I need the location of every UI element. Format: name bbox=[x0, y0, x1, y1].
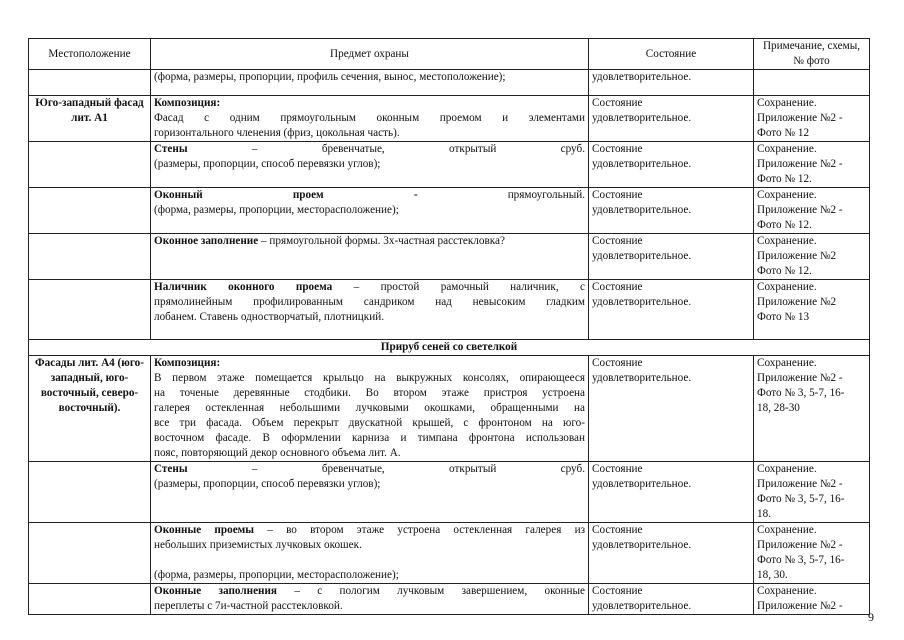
subject-heading: Композиция: bbox=[154, 97, 221, 109]
location-cell bbox=[29, 188, 151, 234]
table-row bbox=[29, 142, 870, 188]
note-line: Сохранение. bbox=[757, 281, 817, 293]
subject-line: на точеные деревянные стодбики. Во втором этаже пристроя устроена bbox=[154, 387, 585, 399]
state-line: удовлетворительное. bbox=[592, 600, 692, 612]
table-row bbox=[29, 523, 870, 584]
state-line: удовлетворительное. bbox=[592, 250, 692, 262]
subject-line bbox=[154, 553, 585, 568]
location-cell bbox=[29, 523, 151, 584]
location-cell bbox=[29, 234, 151, 280]
note-line: Сохранение. bbox=[757, 585, 817, 597]
note-cell bbox=[754, 280, 870, 340]
subject-cell bbox=[151, 584, 589, 615]
location-cell bbox=[29, 280, 151, 340]
subject-line: небольших приземистых лучковых окошек. bbox=[154, 539, 362, 551]
protection-table bbox=[28, 38, 870, 615]
note-line: Сохранение. bbox=[757, 235, 817, 247]
state-line: Состояние bbox=[592, 357, 643, 369]
subject-cell bbox=[151, 280, 589, 340]
subject-line: переплеты с 7и-частной расстекловкой. bbox=[154, 600, 343, 612]
subject-text: – бревенчатые, открытый сруб. bbox=[187, 463, 585, 475]
subject-heading: Оконные проемы bbox=[154, 524, 255, 536]
state-cell bbox=[589, 584, 754, 615]
subject-line: пояс, повторяющий декор основного объема лит. А. bbox=[154, 447, 401, 459]
subject-line: восточном фасаде. В оформлении карниза и тимпана фронтона использован bbox=[154, 432, 585, 444]
subject-line: Фасад с одним прямоугольным оконным проемом и элементами bbox=[154, 112, 585, 124]
note-line: 18, 30. bbox=[757, 569, 788, 581]
section-title: Прируб сеней со светелкой bbox=[29, 340, 870, 356]
subject-line: (размеры, пропорции, способ перевязки углов); bbox=[154, 158, 381, 170]
state-cell bbox=[589, 96, 754, 142]
note-cell bbox=[754, 96, 870, 142]
note-line: Приложение №2 - bbox=[757, 600, 843, 612]
table-row bbox=[29, 188, 870, 234]
note-line: Сохранение. bbox=[757, 97, 817, 109]
location-cell bbox=[29, 462, 151, 523]
note-line: Приложение №2 - bbox=[757, 158, 843, 170]
state-line: Состояние bbox=[592, 463, 643, 475]
table-row bbox=[29, 584, 870, 615]
table-row bbox=[29, 70, 870, 96]
note-cell bbox=[754, 188, 870, 234]
note-line: Фото № 13 bbox=[757, 311, 810, 323]
subject-cell bbox=[151, 234, 589, 280]
location-cell bbox=[29, 70, 151, 96]
note-line: Приложение №2 - bbox=[757, 112, 843, 124]
header-row bbox=[29, 39, 870, 70]
subject-text: прямоугольный. bbox=[417, 189, 585, 201]
note-line: Приложение №2 - bbox=[757, 204, 843, 216]
note-line: Приложение №2 - bbox=[757, 372, 843, 384]
note-cell bbox=[754, 70, 870, 96]
subject-cell bbox=[151, 188, 589, 234]
note-cell bbox=[754, 356, 870, 462]
subject-text: – во втором этаже устроена остекленная галерея из bbox=[254, 524, 585, 536]
table-row bbox=[29, 462, 870, 523]
state-cell bbox=[589, 142, 754, 188]
state-line: удовлетворительное. bbox=[592, 296, 692, 308]
state-line: Состояние bbox=[592, 281, 643, 293]
subject-heading: Композиция: bbox=[154, 357, 221, 369]
subject-heading: Стены bbox=[154, 463, 188, 475]
table-row bbox=[29, 280, 870, 340]
subject-line: (форма, размеры, пропорции, профиль сечения, вынос, местоположение); bbox=[154, 71, 506, 83]
state-cell bbox=[589, 523, 754, 584]
header-state: Состояние bbox=[589, 39, 754, 70]
subject-cell bbox=[151, 70, 589, 96]
state-line: удовлетворительное. bbox=[592, 158, 692, 170]
subject-heading: Оконное заполнение bbox=[154, 235, 259, 247]
subject-line: все три фасада. Объем перекрыт двускатной крышей, с фронтоном на юго- bbox=[154, 417, 585, 429]
state-line: Состояние bbox=[592, 189, 643, 201]
note-line: Приложение №2 bbox=[757, 250, 837, 262]
header-location: Местоположение bbox=[29, 39, 151, 70]
note-cell bbox=[754, 523, 870, 584]
note-cell bbox=[754, 462, 870, 523]
table-row bbox=[29, 96, 870, 142]
subject-cell bbox=[151, 142, 589, 188]
subject-line: (форма, размеры, пропорции, месторасположение); bbox=[154, 204, 399, 216]
state-line: Состояние bbox=[592, 235, 643, 247]
state-cell bbox=[589, 70, 754, 96]
state-line: удовлетворительное. bbox=[592, 539, 692, 551]
state-line: Состояние bbox=[592, 143, 643, 155]
subject-heading: Стены bbox=[154, 143, 188, 155]
note-line: Приложение №2 - bbox=[757, 478, 843, 490]
subject-line: прямолинейным профилированным сандриком над невысоким гладким bbox=[154, 296, 585, 308]
subject-text: – прямоугольной формы. 3х-частная расстекловка? bbox=[258, 235, 505, 247]
note-line: Сохранение. bbox=[757, 143, 817, 155]
subject-cell bbox=[151, 96, 589, 142]
table-row bbox=[29, 356, 870, 462]
page-number: 9 bbox=[868, 610, 874, 624]
location-cell bbox=[29, 142, 151, 188]
state-line: удовлетворительное. bbox=[592, 112, 692, 124]
note-line: Фото № 3, 5-7, 16- bbox=[757, 493, 845, 505]
note-line: Фото № 12 bbox=[757, 127, 810, 139]
note-line: Фото № 12. bbox=[757, 219, 812, 231]
header-note: Примечание, схемы, № фото bbox=[754, 39, 870, 70]
table-row bbox=[29, 234, 870, 280]
note-line: 18. bbox=[757, 508, 771, 520]
note-cell bbox=[754, 142, 870, 188]
subject-heading: Оконные заполнения bbox=[154, 585, 277, 597]
subject-cell bbox=[151, 356, 589, 462]
state-cell bbox=[589, 188, 754, 234]
state-line: удовлетворительное. bbox=[592, 204, 692, 216]
note-line: Сохранение. bbox=[757, 357, 817, 369]
state-line: Состояние bbox=[592, 524, 643, 536]
subject-line: галерея остекленная небольшими лучковыми окошками, обращенными на bbox=[154, 402, 585, 414]
subject-cell bbox=[151, 462, 589, 523]
subject-line: (форма, размеры, пропорции, месторасположение); bbox=[154, 569, 399, 581]
subject-line: горизонтального членения (фриз, цокольная часть). bbox=[154, 127, 400, 139]
note-line: Приложение №2 - bbox=[757, 539, 843, 551]
state-cell bbox=[589, 280, 754, 340]
note-line: 18, 28-30 bbox=[757, 402, 800, 414]
subject-text: – с пологим лучковым завершением, оконные bbox=[276, 585, 585, 597]
note-line: Фото № 12. bbox=[757, 265, 812, 277]
note-line: Фото № 3, 5-7, 16- bbox=[757, 554, 845, 566]
state-line: Состояние bbox=[592, 97, 643, 109]
subject-heading: Наличник оконного проема bbox=[154, 281, 333, 293]
note-cell bbox=[754, 234, 870, 280]
note-line: Сохранение. bbox=[757, 463, 817, 475]
state-line: удовлетворительное. bbox=[592, 478, 692, 490]
state-line: удовлетворительное. bbox=[592, 71, 692, 83]
note-line: Приложение №2 bbox=[757, 296, 837, 308]
note-line: Сохранение. bbox=[757, 524, 817, 536]
subject-line: В первом этаже помещается крыльцо на выкружных консолях, опирающееся bbox=[154, 372, 585, 384]
subject-cell bbox=[151, 523, 589, 584]
state-line: Состояние bbox=[592, 585, 643, 597]
state-cell bbox=[589, 462, 754, 523]
section-row bbox=[29, 340, 870, 356]
state-line: удовлетворительное. bbox=[592, 372, 692, 384]
location-cell bbox=[29, 584, 151, 615]
subject-text: – бревенчатые, открытый сруб. bbox=[187, 143, 585, 155]
note-cell bbox=[754, 584, 870, 615]
subject-line: (размеры, пропорции, способ перевязки углов); bbox=[154, 478, 381, 490]
subject-text: – простой рамочный наличник, с bbox=[332, 281, 585, 293]
state-cell bbox=[589, 234, 754, 280]
note-line: Фото № 12. bbox=[757, 173, 812, 185]
subject-heading: Оконный проем - bbox=[154, 189, 418, 201]
note-line: Сохранение. bbox=[757, 189, 817, 201]
header-subject: Предмет охраны bbox=[151, 39, 589, 70]
subject-line: лобанем. Ставень одностворчатый, плотницкий. bbox=[154, 311, 384, 323]
state-cell bbox=[589, 356, 754, 462]
location-cell: Юго-западный фасад лит. А1 bbox=[29, 96, 151, 142]
location-cell: Фасады лит. А4 (юго-западный, юго-восточный, северо-восточный). bbox=[29, 356, 151, 462]
note-line: Фото № 3, 5-7, 16- bbox=[757, 387, 845, 399]
